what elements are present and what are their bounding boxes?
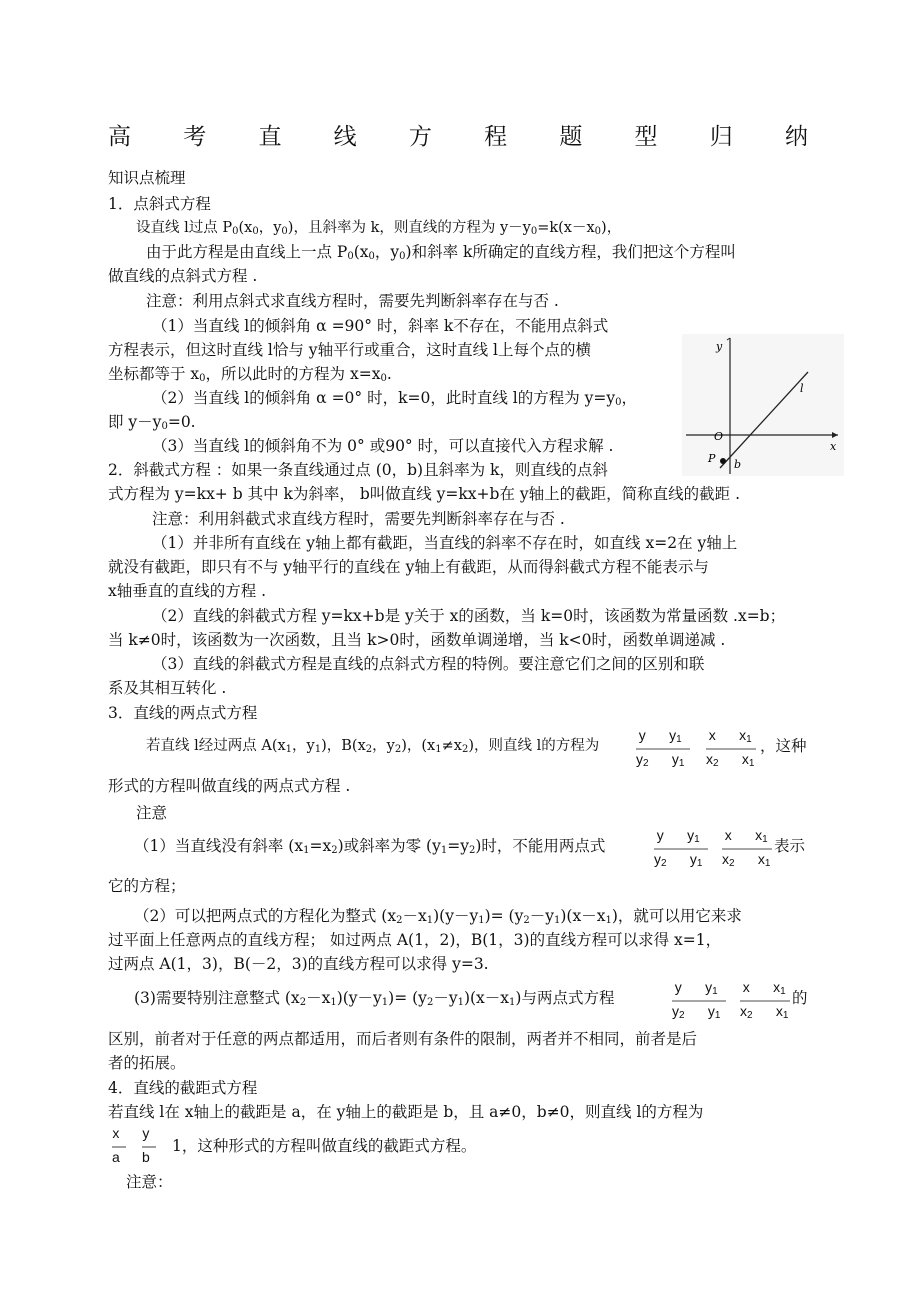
two-point-fraction-x: x $x_1$ $x_2$ $x_1$	[706, 727, 755, 769]
s3-n3a: (3)需要特别注意整式 $(x_2-x_1)(y-y_1)= (y_2-y_1)(x-x_1)$与两点式方程	[134, 989, 615, 1008]
intercept-fraction-x: x a	[112, 1125, 120, 1165]
s3-line1: 若直线 l经过两点 $A(x_1$，$y_1$)，$B(x_2$，$y_2$)，$(x_1\ne x_2)$，则直线 l的方程为	[146, 738, 600, 755]
y-axis-label: y	[716, 340, 723, 353]
x-axis-label: x	[830, 440, 837, 453]
s1-n3: （3）当直线 l的倾斜角不为 0° 或90° 时，可以直接代入方程求解 .	[152, 437, 614, 455]
origin-label: O	[714, 430, 724, 443]
s3-note: 注意	[136, 804, 168, 822]
s2-line1: 2．斜截式方程 ：如果一条直线通过点 (0，b)且斜率为 k，则直线的点斜	[108, 461, 608, 479]
s3-n1g: 它的方程；	[108, 877, 186, 895]
s1-note: 注意：利用点斜式求直线方程时，需要先判断斜率存在与否 .	[146, 292, 559, 310]
point-p-label: P	[708, 452, 716, 465]
section-heading: 知识点梳理	[108, 169, 186, 187]
title-char: 高	[108, 124, 131, 150]
s3-n1: （1）当直线没有斜率 $(x_1=x_2)$或斜率为零 $(y_1=y_2)$时，不能用两点式	[134, 837, 606, 856]
s3-line1-tail: ，这种	[760, 737, 807, 755]
title-char: 纳	[784, 124, 808, 150]
s3-n1-tail: 表示	[774, 837, 806, 855]
s1-n1a: （1）当直线 l的倾斜角 α =90° 时，斜率 k不存在，不能用点斜式	[152, 317, 609, 335]
s1-n2a: （2）当直线 l的倾斜角 α =0° 时，k=0，此时直线 l的方程为 $y=y_0$，	[152, 389, 638, 408]
s3-n3i: 区别，前者对于任意的两点都适用，而后者则有条件的限制，两者并不相同，前者是后	[108, 1030, 698, 1048]
s1-line2: 由于此方程是由直线上一点 $P_0(x_0$，$y_0$)和斜率 k所确定的直线方程，我们把这个方程叫	[146, 243, 736, 262]
s3-n2h: 过平面上任意两点的直线方程； 如过两点 A(1，2)，B(1，3)的直线方程可以求得 x=1，	[108, 931, 722, 949]
s2-n2a: （2）直线的斜截式方程 y=kx+b是 y关于 x的函数，当 k=0时，该函数为常量函数 .x=b；	[152, 607, 786, 625]
s4-title: 4．直线的截距式方程	[108, 1079, 258, 1097]
s3-line2: 形式的方程叫做直线的两点式方程 .	[108, 777, 351, 795]
n3-fraction-x: x $x_1$ $x_2$ $x_1$	[740, 979, 789, 1021]
line-l-label: l	[800, 382, 804, 395]
s4-note: 注意：	[126, 1173, 173, 1191]
s2-n2b: 当 k≠0时，该函数为一次函数，且当 k>0时，函数单调递增，当 k<0时，函数单调递减 .	[108, 631, 726, 649]
n1-fraction-y: y $y_1$ $y_2$ $y_1$	[654, 827, 703, 869]
s3-n2a: （2）可以把两点式的方程化为整式 $(x_2-x_1)(y-y_1)= (y_2-y_1)(x-x_1)$，就可以用它来求	[134, 907, 742, 926]
two-point-fraction-y: y $y_1$ $y_2$ $y_1$	[636, 727, 685, 769]
s3-n3j: 者的拓展。	[108, 1054, 186, 1072]
s1-n1b: 方程表示，但这时直线 l恰与 y轴平行或重合，这时直线 l上每个点的横	[108, 341, 591, 359]
s3-title: 3．直线的两点式方程	[108, 704, 258, 722]
s1-line3: 做直线的点斜式方程 .	[108, 267, 258, 285]
title-char: 程	[484, 124, 508, 150]
intercept-b-label: b	[734, 458, 742, 471]
s2-line2: 式方程为 y=kx+ b 其中 k为斜率， b叫做直线 y=kx+b在 y轴上的截距，简称直线的截距 .	[108, 485, 740, 503]
title-char: 题	[559, 124, 583, 150]
s4-line2: 1，这种形式的方程叫做直线的截距式方程。	[172, 1137, 477, 1155]
n3-fraction-y: y $y_1$ $y_2$ $y_1$	[672, 979, 721, 1021]
title-char: 方	[408, 124, 432, 150]
s2-n1a: （1）并非所有直线在 y轴上都有截距，当直线的斜率不存在时，如直线 x=2在 y轴上	[152, 534, 738, 552]
s2-n1b: 就没有截距，即只有不与 y轴平行的直线在 y轴上有截距，从而得斜截式方程不能表示与	[108, 558, 709, 576]
s1-n2c: 即 $y-y_0=0$.	[108, 413, 196, 432]
s1-line1: 设直线 l过点 $P_0(x_0$，$y_0$)，且斜率为 k，则直线的方程为 $y-y_0=k(x-x_0)$，	[136, 220, 622, 237]
line-graph	[682, 334, 844, 476]
point-p	[720, 458, 726, 464]
s1-n1c: 坐标都等于 $x_0$，所以此时的方程为 $x=x_0$.	[108, 365, 392, 384]
graph-background	[682, 334, 844, 476]
title-char: 型	[634, 124, 658, 150]
s2-note: 注意：利用斜截式求直线方程时，需要先判断斜率存在与否 .	[152, 510, 565, 528]
s1-title: 1．点斜式方程	[108, 195, 211, 213]
s3-n3-tail: 的	[792, 989, 808, 1007]
title-char: 考	[183, 124, 207, 150]
s4-line1: 若直线 l在 x轴上的截距是 a，在 y轴上的截距是 b，且 a≠0，b≠0，则直线 l的方程为	[108, 1103, 704, 1121]
s2-n3b: 系及其相互转化 .	[108, 679, 227, 697]
title-char: 直	[258, 124, 282, 150]
n1-fraction-x: x $x_1$ $x_2$ $x_1$	[722, 827, 771, 869]
s2-n3a: （3）直线的斜截式方程是直线的点斜式方程的特例。要注意它们之间的区别和联	[152, 655, 705, 673]
s2-n1c: x轴垂直的直线的方程 .	[108, 582, 267, 600]
title-char: 归	[709, 124, 733, 150]
page-title	[108, 118, 808, 151]
intercept-fraction-y: y b	[142, 1125, 150, 1165]
title-char: 线	[333, 124, 357, 150]
s3-n2i: 过两点 A(1，3)，B(－2，3)的直线方程可以求得 y=3.	[108, 955, 489, 973]
